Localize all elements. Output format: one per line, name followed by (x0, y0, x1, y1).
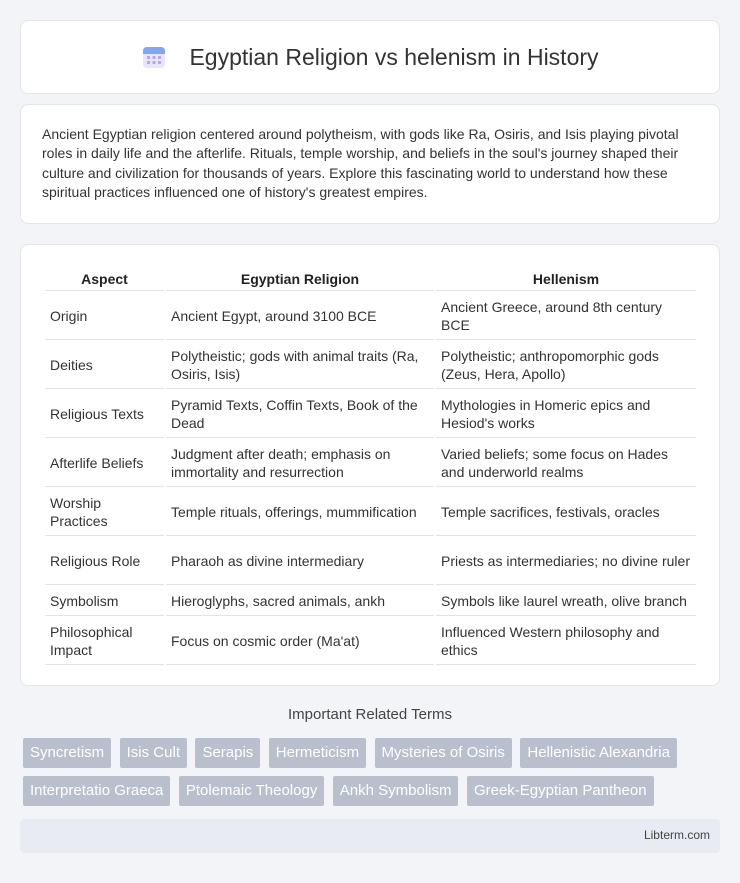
header-card (20, 20, 720, 94)
related-terms-list (23, 738, 723, 814)
header-egyptian: Egyptian Religion (166, 265, 434, 291)
cell-egyptian: Ancient Egypt, around 3100 BCE (166, 293, 434, 340)
cell-aspect: Origin (45, 293, 164, 340)
table-row (45, 342, 696, 389)
table-row (45, 618, 696, 665)
cell-egyptian: Pyramid Texts, Coffin Texts, Book of the Dead (166, 391, 434, 438)
cell-aspect: Religious Texts (45, 391, 164, 438)
table-row (45, 538, 696, 585)
table-row (45, 587, 696, 616)
cell-egyptian: Polytheistic; gods with animal traits (Ra, Osiris, Isis) (166, 342, 434, 389)
related-tag[interactable]: Greek-Egyptian Pantheon (467, 776, 654, 806)
related-tag[interactable]: Ptolemaic Theology (179, 776, 324, 806)
cell-egyptian: Focus on cosmic order (Ma'at) (166, 618, 434, 665)
intro-text: Ancient Egyptian religion centered around polytheism, with gods like Ra, Osiris, and Isis playing pivotal roles in daily life and the afterlife. Rituals, temple worship, and beliefs in the soul's journey shaped their culture and civilization for thousands of years. Explore this fascinating world to understand how these spiritual practices influenced one of history's greatest empires. (42, 126, 679, 200)
related-tag[interactable]: Interpretatio Graeca (23, 776, 170, 806)
calendar-icon (141, 44, 167, 70)
cell-egyptian: Judgment after death; emphasis on immortality and resurrection (166, 440, 434, 487)
cell-hellenism: Symbols like laurel wreath, olive branch (436, 587, 696, 616)
header-hellenism: Hellenism (436, 265, 696, 291)
cell-aspect: Deities (45, 342, 164, 389)
footer-site-link[interactable]: Libterm.com (643, 828, 710, 842)
cell-hellenism: Influenced Western philosophy and ethics (436, 618, 696, 665)
related-tag[interactable]: Ankh Symbolism (333, 776, 459, 806)
table-row (45, 440, 696, 487)
table-row (45, 293, 696, 340)
header-aspect: Aspect (45, 265, 164, 291)
related-terms-title: Important Related Terms (288, 706, 452, 723)
intro-card (20, 104, 720, 224)
cell-aspect: Afterlife Beliefs (45, 440, 164, 487)
cell-hellenism: Temple sacrifices, festivals, oracles (436, 489, 696, 536)
cell-aspect: Religious Role (45, 538, 164, 585)
cell-aspect: Symbolism (45, 587, 164, 616)
cell-egyptian: Hieroglyphs, sacred animals, ankh (166, 587, 434, 616)
related-tag[interactable]: Serapis (195, 738, 260, 768)
cell-hellenism: Varied beliefs; some focus on Hades and underworld realms (436, 440, 696, 487)
comparison-card (20, 244, 720, 686)
table-row (45, 391, 696, 438)
page-title: Egyptian Religion vs helenism in History (189, 43, 599, 70)
cell-hellenism: Polytheistic; anthropomorphic gods (Zeus, Hera, Apollo) (436, 342, 696, 389)
related-tag[interactable]: Mysteries of Osiris (375, 738, 512, 768)
related-tag[interactable]: Hellenistic Alexandria (520, 738, 677, 768)
table-header-row (45, 265, 696, 291)
cell-hellenism: Priests as intermediaries; no divine ruler (436, 538, 696, 585)
table-row (45, 489, 696, 536)
related-tag[interactable]: Hermeticism (269, 738, 366, 768)
related-tag[interactable]: Syncretism (23, 738, 111, 768)
cell-hellenism: Mythologies in Homeric epics and Hesiod's works (436, 391, 696, 438)
cell-aspect: Worship Practices (45, 489, 164, 536)
cell-egyptian: Pharaoh as divine intermediary (166, 538, 434, 585)
cell-aspect: Philosophical Impact (45, 618, 164, 665)
cell-egyptian: Temple rituals, offerings, mummification (166, 489, 434, 536)
footer (20, 819, 720, 853)
related-tag[interactable]: Isis Cult (120, 738, 187, 768)
comparison-table (43, 263, 698, 667)
cell-hellenism: Ancient Greece, around 8th century BCE (436, 293, 696, 340)
